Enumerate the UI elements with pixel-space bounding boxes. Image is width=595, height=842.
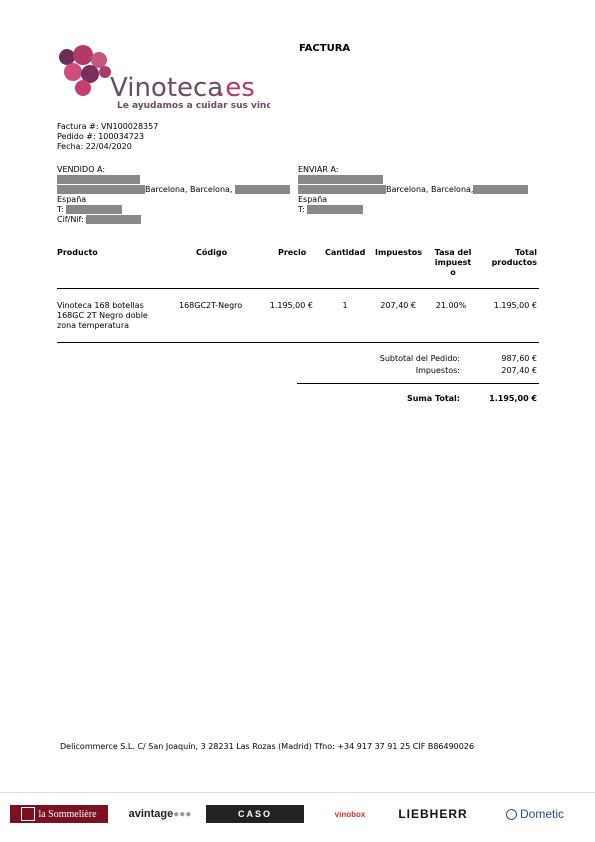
row-total: 1.195,00 € <box>493 301 537 310</box>
redacted-phone <box>307 205 363 214</box>
grapes-logo-icon <box>55 44 270 114</box>
tax-value: 207,40 € <box>501 366 537 375</box>
col-header-impuestos: Impuestos <box>375 248 423 257</box>
logo-wordmark: Vinoteca <box>110 73 224 103</box>
col-header-codigo: Código <box>196 248 228 257</box>
ship-to-label: ENVIAR A: <box>298 165 339 174</box>
col-header-total <box>480 248 537 268</box>
redacted-cif <box>86 215 141 224</box>
tax-label: Impuestos: <box>415 366 460 375</box>
ship-to-city: Barcelona, Barcelona, <box>386 185 474 194</box>
grand-total-value: 1.195,00 € <box>489 394 537 403</box>
table-header-rule <box>57 288 539 289</box>
sold-to-city: Barcelona, Barcelona, <box>145 185 233 194</box>
col-header-cantidad: Cantidad <box>325 248 366 257</box>
col-header-tasa-line2: impuest <box>434 258 472 267</box>
redacted-street <box>298 185 386 194</box>
sold-to-block <box>57 165 297 225</box>
table-row-rule <box>57 342 539 343</box>
totals-rule <box>297 383 539 384</box>
row-cantidad: 1 <box>342 301 348 310</box>
sold-to-cif-label: Cif/Nif: <box>57 215 84 224</box>
brand-liebherr-logo: LIEBHERR <box>398 807 468 821</box>
col-header-total-line1: Total <box>515 248 537 257</box>
brand-lasommeliere-logo: la Sommelière <box>10 805 108 823</box>
ship-to-phone-label: T: <box>298 205 305 214</box>
sold-to-country: España <box>57 195 87 204</box>
invoice-number: Factura #: VN100028357 <box>57 122 159 131</box>
row-codigo: 168GC2T-Negro <box>179 301 243 310</box>
invoice-meta <box>57 122 158 152</box>
logo-domain: .es <box>217 73 255 103</box>
col-header-producto: Producto <box>57 248 98 257</box>
col-header-tasa-line3: o <box>450 268 456 277</box>
row-producto-line1: Vinoteca 168 botellas <box>57 301 144 310</box>
col-header-tasa <box>428 248 478 278</box>
redacted-street <box>57 185 145 194</box>
ship-to-block <box>298 165 538 215</box>
vinoteca-logo <box>55 44 270 114</box>
company-footer: Delicommerce S.L. C/ San Joaquín, 3 28231 Las Rozas (Madrid) Tfno: +34 917 37 91 25 CIF B86490026 <box>60 742 475 751</box>
brand-vinobox-logo: vinobox <box>334 809 366 819</box>
redacted-zip <box>235 185 290 194</box>
sold-to-label: VENDIDO A: <box>57 165 106 174</box>
grand-total-label: Suma Total: <box>406 394 460 403</box>
logo-tagline: Le ayudamos a cuidar sus vinos <box>117 101 270 111</box>
brand-dometic-logo: Dometic <box>496 805 574 823</box>
redacted-phone <box>66 205 122 214</box>
invoice-date: Fecha: 22/04/2020 <box>57 142 132 151</box>
row-tasa: 21.00% <box>435 301 467 310</box>
row-impuestos: 207,40 € <box>380 301 416 310</box>
redacted-name <box>57 175 140 184</box>
brand-avintage-logo: avintage ●●● <box>128 808 192 820</box>
subtotal-label: Subtotal del Pedido: <box>379 354 460 363</box>
col-header-precio: Precio <box>278 248 307 257</box>
row-producto <box>57 301 162 331</box>
row-producto-line3: zona temperatura <box>57 321 130 330</box>
subtotal-value: 987,60 € <box>501 354 537 363</box>
ship-to-country: España <box>298 195 328 204</box>
brand-caso-logo: CASO <box>206 805 304 823</box>
row-precio: 1.195,00 € <box>269 301 313 310</box>
redacted-name <box>298 175 383 184</box>
document-title: FACTURA <box>299 43 351 54</box>
redacted-zip <box>473 185 528 194</box>
order-number: Pedido #: 100034723 <box>57 132 145 141</box>
col-header-total-line2: productos <box>491 258 537 267</box>
row-producto-line2: 168GC 2T Negro doble <box>57 311 148 320</box>
col-header-tasa-line1: Tasa del <box>434 248 472 257</box>
sold-to-phone-label: T: <box>57 205 64 214</box>
